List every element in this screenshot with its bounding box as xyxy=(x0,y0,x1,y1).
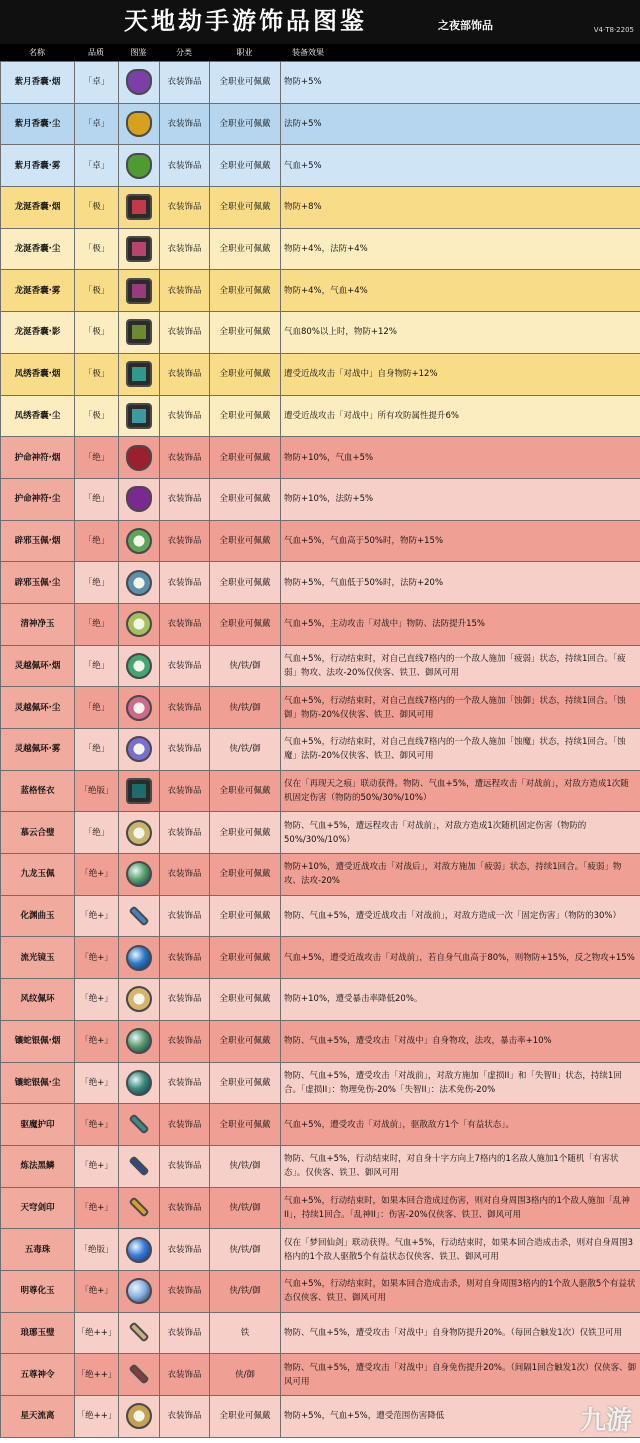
column-header-icon: 图鉴 xyxy=(130,48,147,57)
item-effect: 物防、气血+5%，遭受攻击「对战前」，对敌方施加「虚损II」和「失智II」状态，持续1回合。「虚损II」：物理免伤-20%「失智II」：法术免伤-20% xyxy=(281,1062,640,1104)
divine-token-icon xyxy=(128,1364,149,1385)
teal-serpent-pendant-icon xyxy=(126,1070,152,1096)
item-job: 全职业可佩戴 xyxy=(210,1104,281,1146)
bright-jade-icon xyxy=(126,1278,152,1304)
item-icon-cell xyxy=(119,103,160,145)
item-name: 清神净玉 xyxy=(1,603,75,645)
item-effect: 气血+5% xyxy=(281,145,640,187)
item-name: 炼法黑鳞 xyxy=(1,1145,75,1187)
item-type: 衣装饰品 xyxy=(160,103,210,145)
item-job: 侠/铁/御 xyxy=(210,687,281,729)
accessory-table xyxy=(0,61,640,1438)
table-row xyxy=(1,937,640,979)
item-effect: 气血+5%，主动攻击「对战中」物防、法防提升15% xyxy=(281,603,640,645)
item-name: 流光镜玉 xyxy=(1,937,75,979)
item-type: 衣装饰品 xyxy=(160,687,210,729)
item-type: 衣装饰品 xyxy=(160,228,210,270)
item-job: 全职业可佩戴 xyxy=(210,145,281,187)
item-job: 全职业可佩戴 xyxy=(210,520,281,562)
item-type: 衣装饰品 xyxy=(160,1020,210,1062)
red-talisman-icon xyxy=(126,445,152,471)
item-quality: 「极」 xyxy=(75,228,119,270)
item-job: 全职业可佩戴 xyxy=(210,895,281,937)
table-row xyxy=(1,1270,640,1312)
item-icon-cell xyxy=(119,478,160,520)
item-effect: 物防+10%，遭受近战攻击「对战后」，对敌方施加「疲弱」状态，持续1回合。「疲弱」物攻、法攻-20% xyxy=(281,854,640,896)
item-effect: 物防+8% xyxy=(281,187,640,229)
item-effect: 遭受近战攻击「对战中」自身物防+12% xyxy=(281,353,640,395)
item-quality: 「极」 xyxy=(75,187,119,229)
item-job: 全职业可佩戴 xyxy=(210,1396,281,1438)
item-quality: 「绝+」 xyxy=(75,1020,119,1062)
item-quality: 「绝」 xyxy=(75,478,119,520)
item-name: 天穹剑印 xyxy=(1,1187,75,1229)
item-icon-cell xyxy=(119,687,160,729)
cyan-sachet-icon xyxy=(126,403,152,429)
item-type: 衣装饰品 xyxy=(160,62,210,104)
item-job: 全职业可佩戴 xyxy=(210,62,281,104)
item-name: 九龙玉佩 xyxy=(1,854,75,896)
purple-talisman-icon xyxy=(126,486,152,512)
item-name: 辟邪玉佩·烟 xyxy=(1,520,75,562)
item-job: 侠/铁/御 xyxy=(210,645,281,687)
item-job: 全职业可佩戴 xyxy=(210,228,281,270)
table-row xyxy=(1,562,640,604)
item-job: 全职业可佩戴 xyxy=(210,937,281,979)
table-row xyxy=(1,770,640,812)
table-row xyxy=(1,228,640,270)
item-icon-cell xyxy=(119,437,160,479)
purple-pouch-icon xyxy=(126,69,152,95)
table-row xyxy=(1,437,640,479)
violet-ring-icon xyxy=(126,736,152,762)
item-job: 全职业可佩戴 xyxy=(210,187,281,229)
item-name: 风纹佩环 xyxy=(1,979,75,1021)
item-quality: 「绝++」 xyxy=(75,1312,119,1354)
item-name: 化渊曲玉 xyxy=(1,895,75,937)
star-compass-icon xyxy=(126,1403,152,1429)
table-row xyxy=(1,979,640,1021)
version-label: V4·T8·2205 xyxy=(593,26,634,34)
item-name: 辟邪玉佩·尘 xyxy=(1,562,75,604)
column-header-type: 分类 xyxy=(176,48,192,57)
item-quality: 「极」 xyxy=(75,395,119,437)
item-job: 全职业可佩戴 xyxy=(210,603,281,645)
item-effect: 物防+5%，气血低于50%时，法防+20% xyxy=(281,562,640,604)
item-effect: 物防+5%，气血+5%，遭受范围伤害降低 xyxy=(281,1396,640,1438)
item-name: 紫月香囊·尘 xyxy=(1,103,75,145)
item-effect: 物防、气血+5%，遭受攻击「对战中」自身物攻，法攻，暴击率+10% xyxy=(281,1020,640,1062)
item-effect: 仅在「梦回仙剑」联动获得。气血+5%，行动结束时，如果本回合造成击杀，则对自身周围3格内的1个敌人驱散5个有益状态仅侠客、铁卫、御风可用 xyxy=(281,1229,640,1271)
column-header-row xyxy=(0,44,640,61)
item-job: 全职业可佩戴 xyxy=(210,353,281,395)
item-quality: 「绝+」 xyxy=(75,1187,119,1229)
item-icon-cell xyxy=(119,895,160,937)
table-row xyxy=(1,1312,640,1354)
item-effect: 物防+5% xyxy=(281,62,640,104)
item-quality: 「绝+」 xyxy=(75,937,119,979)
item-name: 凤绣香囊·烟 xyxy=(1,353,75,395)
item-name: 琅琊玉璧 xyxy=(1,1312,75,1354)
item-type: 衣装饰品 xyxy=(160,1145,210,1187)
table-row xyxy=(1,312,640,354)
item-icon-cell xyxy=(119,395,160,437)
item-job: 全职业可佩戴 xyxy=(210,478,281,520)
item-job: 全职业可佩戴 xyxy=(210,103,281,145)
column-header-quality: 品质 xyxy=(88,48,104,57)
item-effect: 物防、气血+5%，行动结束时，对自身十字方向上7格内的1名敌人施加1个随机「有害状态」。仅侠客、铁卫、御风可用 xyxy=(281,1145,640,1187)
item-icon-cell xyxy=(119,1396,160,1438)
item-quality: 「绝」 xyxy=(75,645,119,687)
item-type: 衣装饰品 xyxy=(160,603,210,645)
item-type: 衣装饰品 xyxy=(160,895,210,937)
pink-sachet-icon xyxy=(126,236,152,262)
table-row xyxy=(1,729,640,771)
table-row xyxy=(1,478,640,520)
table-row xyxy=(1,270,640,312)
item-name: 龙涎香囊·烟 xyxy=(1,187,75,229)
item-name: 龙涎香囊·影 xyxy=(1,312,75,354)
item-icon-cell xyxy=(119,979,160,1021)
item-job: 全职业可佩戴 xyxy=(210,854,281,896)
item-effect: 物防+10%，遭受暴击率降低20%。 xyxy=(281,979,640,1021)
serpent-pendant-icon xyxy=(126,1028,152,1054)
item-type: 衣装饰品 xyxy=(160,270,210,312)
header xyxy=(0,0,640,44)
item-quality: 「极」 xyxy=(75,312,119,354)
item-job: 侠/铁/御 xyxy=(210,729,281,771)
item-icon-cell xyxy=(119,1020,160,1062)
item-icon-cell xyxy=(119,1062,160,1104)
table-row xyxy=(1,895,640,937)
teal-sachet-icon xyxy=(126,361,152,387)
item-effect: 遭受近战攻击「对战中」所有攻防属性提升6% xyxy=(281,395,640,437)
table-row xyxy=(1,1145,640,1187)
table-row xyxy=(1,395,640,437)
item-name: 蓝格怪衣 xyxy=(1,770,75,812)
table-row xyxy=(1,62,640,104)
item-icon-cell xyxy=(119,1187,160,1229)
item-effect: 物防+10%，法防+5% xyxy=(281,478,640,520)
item-icon-cell xyxy=(119,270,160,312)
gold-pouch-icon xyxy=(126,111,152,137)
item-type: 衣装饰品 xyxy=(160,145,210,187)
item-quality: 「绝+」 xyxy=(75,1145,119,1187)
magenta-sachet-icon xyxy=(126,278,152,304)
item-effect: 气血+5%，遭受攻击「对战前」，驱散敌方1个「有益状态」。 xyxy=(281,1104,640,1146)
item-quality: 「绝+」 xyxy=(75,1270,119,1312)
item-icon-cell xyxy=(119,62,160,104)
item-effect: 气血+5%，行动结束时，如果本回合造成过伤害，则对自身周围3格内的1个敌人施加「乱神II」，持续1回合。「乱神II」：伤害-20%仅侠客、铁卫、御风可用 xyxy=(281,1187,640,1229)
item-type: 衣装饰品 xyxy=(160,1229,210,1271)
item-quality: 「绝」 xyxy=(75,437,119,479)
blue-jade-pendant-icon xyxy=(126,570,152,596)
item-quality: 「绝」 xyxy=(75,812,119,854)
item-icon-cell xyxy=(119,812,160,854)
item-quality: 「卓」 xyxy=(75,145,119,187)
table-row xyxy=(1,603,640,645)
item-effect: 物防、气血+5%，遭受攻击「对战中」自身免伤提升20%。（间隔1回合触发1次）仅侠客、御风可用 xyxy=(281,1354,640,1396)
langya-jade-icon xyxy=(128,1322,149,1343)
item-job: 侠/铁/御 xyxy=(210,1270,281,1312)
table-row xyxy=(1,145,640,187)
exorcism-seal-icon xyxy=(128,1113,149,1134)
item-name: 五毒珠 xyxy=(1,1229,75,1271)
item-name: 龙涎香囊·尘 xyxy=(1,228,75,270)
item-icon-cell xyxy=(119,937,160,979)
item-job: 全职业可佩戴 xyxy=(210,437,281,479)
item-effect: 物防+10%，气血+5% xyxy=(281,437,640,479)
item-type: 衣装饰品 xyxy=(160,520,210,562)
watermark-logo: 九游 xyxy=(579,1406,632,1436)
item-icon-cell xyxy=(119,1229,160,1271)
table-row xyxy=(1,1396,640,1438)
item-job: 铁 xyxy=(210,1312,281,1354)
item-job: 全职业可佩戴 xyxy=(210,1062,281,1104)
item-type: 衣装饰品 xyxy=(160,770,210,812)
item-type: 衣装饰品 xyxy=(160,729,210,771)
item-type: 衣装饰品 xyxy=(160,937,210,979)
item-job: 侠/铁/御 xyxy=(210,1229,281,1271)
item-effect: 物防+4%，气血+4% xyxy=(281,270,640,312)
item-icon-cell xyxy=(119,145,160,187)
table-row xyxy=(1,187,640,229)
poison-pearl-icon xyxy=(126,1237,152,1263)
item-type: 衣装饰品 xyxy=(160,854,210,896)
table-row xyxy=(1,1354,640,1396)
curved-jade-icon xyxy=(128,905,149,926)
table-row xyxy=(1,1020,640,1062)
item-quality: 「绝+」 xyxy=(75,1104,119,1146)
item-icon-cell xyxy=(119,228,160,270)
item-icon-cell xyxy=(119,562,160,604)
table-row xyxy=(1,103,640,145)
item-name: 明尊化玉 xyxy=(1,1270,75,1312)
item-type: 衣装饰品 xyxy=(160,437,210,479)
item-effect: 气血+5%，行动结束时，对自己直线7格内的一个敌人施加「疲弱」状态，持续1回合。「疲弱」物攻、法攻-20%仅侠客、铁卫、御风可用 xyxy=(281,645,640,687)
item-type: 衣装饰品 xyxy=(160,1270,210,1312)
item-job: 全职业可佩戴 xyxy=(210,312,281,354)
item-job: 侠/铁/御 xyxy=(210,1145,281,1187)
mirror-jade-icon xyxy=(126,945,152,971)
item-effect: 法防+5% xyxy=(281,103,640,145)
item-job: 侠/铁/御 xyxy=(210,1187,281,1229)
table-row xyxy=(1,520,640,562)
table-row xyxy=(1,1229,640,1271)
item-type: 衣装饰品 xyxy=(160,812,210,854)
page-title: 天地劫手游饰品图鉴 xyxy=(124,6,367,35)
item-effect: 物防、气血+5%，遭受近战攻击「对战前」，对敌方造成一次「固定伤害」（物防的30%） xyxy=(281,895,640,937)
item-type: 衣装饰品 xyxy=(160,187,210,229)
item-type: 衣装饰品 xyxy=(160,1354,210,1396)
item-name: 镶蛇银佩·尘 xyxy=(1,1062,75,1104)
item-job: 全职业可佩戴 xyxy=(210,770,281,812)
item-icon-cell xyxy=(119,770,160,812)
item-icon-cell xyxy=(119,1312,160,1354)
item-icon-cell xyxy=(119,353,160,395)
item-effect: 气血+5%，气血高于50%时，物防+15% xyxy=(281,520,640,562)
item-name: 慕云合璧 xyxy=(1,812,75,854)
red-sachet-icon xyxy=(126,194,152,220)
item-type: 衣装饰品 xyxy=(160,562,210,604)
black-scale-icon xyxy=(128,1155,149,1176)
item-quality: 「卓」 xyxy=(75,103,119,145)
item-effect: 物防、气血+5%，遭远程攻击「对战前」，对敌方造成1次随机固定伤害（物防的50%/30%/10%） xyxy=(281,812,640,854)
item-quality: 「绝」 xyxy=(75,562,119,604)
item-name: 灵越佩环·雾 xyxy=(1,729,75,771)
item-quality: 「卓」 xyxy=(75,62,119,104)
wind-ring-icon xyxy=(126,986,152,1012)
item-job: 全职业可佩戴 xyxy=(210,1020,281,1062)
paired-jade-icon xyxy=(126,820,152,846)
item-icon-cell xyxy=(119,1145,160,1187)
item-name: 星天流离 xyxy=(1,1396,75,1438)
clear-jade-icon xyxy=(126,611,152,637)
sky-sword-seal-icon xyxy=(128,1197,149,1218)
page-subtitle: 之夜部饰品 xyxy=(438,19,493,32)
item-job: 全职业可佩戴 xyxy=(210,562,281,604)
item-quality: 「绝版」 xyxy=(75,770,119,812)
table-row xyxy=(1,1062,640,1104)
item-icon-cell xyxy=(119,187,160,229)
item-quality: 「绝+」 xyxy=(75,1062,119,1104)
item-type: 衣装饰品 xyxy=(160,478,210,520)
table-row xyxy=(1,1104,640,1146)
item-name: 紫月香囊·雾 xyxy=(1,145,75,187)
item-icon-cell xyxy=(119,603,160,645)
item-icon-cell xyxy=(119,1104,160,1146)
item-effect: 气血+5%，行动结束时，如果本回合造成击杀，则对自身周围3格内的1个敌人驱散5个有益状态仅侠客、铁卫、御风可用 xyxy=(281,1270,640,1312)
item-type: 衣装饰品 xyxy=(160,979,210,1021)
item-name: 灵越佩环·烟 xyxy=(1,645,75,687)
item-name: 镶蛇银佩·烟 xyxy=(1,1020,75,1062)
item-name: 灵越佩环·尘 xyxy=(1,687,75,729)
item-job: 侠/御 xyxy=(210,1354,281,1396)
item-icon-cell xyxy=(119,1270,160,1312)
item-effect: 气血+5%，遭受近战攻击「对战前」，若自身气血高于80%，则物防+15%，反之物攻+15% xyxy=(281,937,640,979)
item-type: 衣装饰品 xyxy=(160,1396,210,1438)
item-name: 五尊神令 xyxy=(1,1354,75,1396)
table-row xyxy=(1,353,640,395)
item-quality: 「绝+」 xyxy=(75,979,119,1021)
olive-sachet-icon xyxy=(126,319,152,345)
item-quality: 「极」 xyxy=(75,353,119,395)
item-quality: 「绝」 xyxy=(75,520,119,562)
item-type: 衣装饰品 xyxy=(160,645,210,687)
item-quality: 「绝」 xyxy=(75,603,119,645)
table-row xyxy=(1,1187,640,1229)
item-job: 全职业可佩戴 xyxy=(210,395,281,437)
item-name: 龙涎香囊·雾 xyxy=(1,270,75,312)
item-icon-cell xyxy=(119,520,160,562)
item-effect: 气血80%以上时，物防+12% xyxy=(281,312,640,354)
item-quality: 「绝++」 xyxy=(75,1354,119,1396)
item-job: 全职业可佩戴 xyxy=(210,270,281,312)
item-quality: 「绝++」 xyxy=(75,1396,119,1438)
item-job: 全职业可佩戴 xyxy=(210,812,281,854)
item-icon-cell xyxy=(119,729,160,771)
item-quality: 「绝」 xyxy=(75,729,119,771)
table-row xyxy=(1,687,640,729)
item-icon-cell xyxy=(119,645,160,687)
item-name: 凤绣香囊·尘 xyxy=(1,395,75,437)
item-type: 衣装饰品 xyxy=(160,395,210,437)
item-type: 衣装饰品 xyxy=(160,1312,210,1354)
item-icon-cell xyxy=(119,1354,160,1396)
jade-pendant-icon xyxy=(126,528,152,554)
dragon-jade-icon xyxy=(126,861,152,887)
table-row xyxy=(1,812,640,854)
item-quality: 「绝+」 xyxy=(75,895,119,937)
item-name: 护命神符·尘 xyxy=(1,478,75,520)
item-quality: 「极」 xyxy=(75,270,119,312)
item-effect: 气血+5%，行动结束时，对自己直线7格内的一个敌人施加「蚀御」状态，持续1回合。「蚀御」物防-20%仅侠客、铁卫、御风可用 xyxy=(281,687,640,729)
item-effect: 物防+4%，法防+4% xyxy=(281,228,640,270)
item-type: 衣装饰品 xyxy=(160,353,210,395)
blue-robe-icon xyxy=(126,778,152,804)
pink-ring-icon xyxy=(126,695,152,721)
accessory-table-body xyxy=(1,62,640,1438)
column-header-effect: 装备效果 xyxy=(292,48,324,57)
table-row xyxy=(1,645,640,687)
item-quality: 「绝+」 xyxy=(75,854,119,896)
green-pouch-icon xyxy=(126,153,152,179)
item-icon-cell xyxy=(119,854,160,896)
item-name: 紫月香囊·烟 xyxy=(1,62,75,104)
item-effect: 物防、气血+5%，遭受攻击「对战中」自身物防提升20%。（每回合触发1次）仅铁卫可用 xyxy=(281,1312,640,1354)
item-name: 驱魔护印 xyxy=(1,1104,75,1146)
item-name: 护命神符·烟 xyxy=(1,437,75,479)
item-type: 衣装饰品 xyxy=(160,312,210,354)
column-header-job: 职业 xyxy=(236,48,253,57)
item-type: 衣装饰品 xyxy=(160,1187,210,1229)
green-ring-icon xyxy=(126,653,152,679)
item-effect: 气血+5%，行动结束时，对自己直线7格内的一个敌人施加「蚀魔」状态，持续1回合。「蚀魔」法防-20%仅侠客、铁卫、御风可用 xyxy=(281,729,640,771)
item-job: 全职业可佩戴 xyxy=(210,979,281,1021)
item-type: 衣装饰品 xyxy=(160,1062,210,1104)
table-row xyxy=(1,854,640,896)
item-icon-cell xyxy=(119,312,160,354)
item-effect: 仅在「再现天之痕」联动获得。物防、气血+5%，遭远程攻击「对战前」，对敌方造成1次随机固定伤害（物防的50%/30%/10%） xyxy=(281,770,640,812)
item-type: 衣装饰品 xyxy=(160,1104,210,1146)
column-header-name: 名称 xyxy=(29,48,45,57)
item-quality: 「绝」 xyxy=(75,687,119,729)
item-quality: 「绝版」 xyxy=(75,1229,119,1271)
